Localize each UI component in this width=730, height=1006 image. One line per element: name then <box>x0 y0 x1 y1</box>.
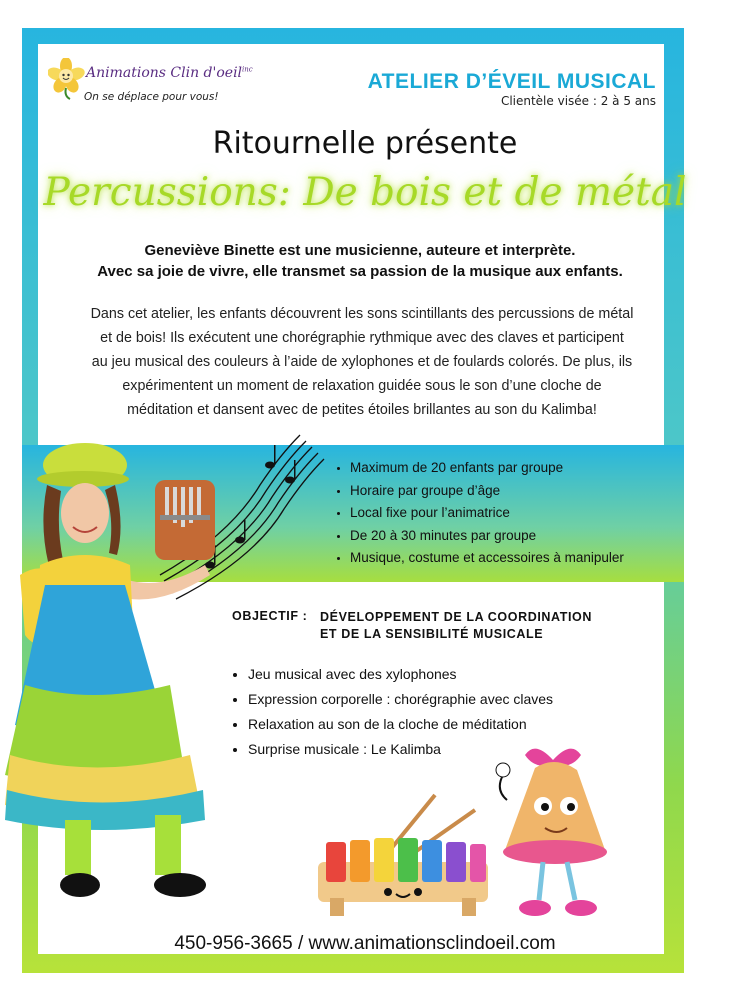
list-item: • Jeu musical avec des xylophones <box>248 662 668 687</box>
intro-text <box>40 240 680 282</box>
xylophone-image <box>310 790 500 920</box>
details-list <box>332 457 690 570</box>
contact-footer: 450-956-3665 / www.animationsclindoeil.com <box>174 933 556 954</box>
description-text <box>48 302 676 422</box>
description-line: méditation et dansent avec de petites étoiles brillantes au son du Kalimba! <box>127 402 597 418</box>
objective-line: ET DE LA SENSIBILITÉ MUSICALE <box>320 627 544 641</box>
list-item: • Musique, costume et accessoires à manipuler <box>350 547 690 570</box>
description-line: au jeu musical des couleurs à l’aide de xylophones et de foulards colorés. De plus, ils <box>91 354 633 370</box>
list-item: • Relaxation au son de la cloche de méditation <box>248 712 668 737</box>
description-line: Dans cet atelier, les enfants découvrent les sons scintillants des percussions de métal <box>90 306 634 322</box>
performer-image <box>5 435 240 905</box>
list-item: • Expression corporelle : chorégraphie avec claves <box>248 687 668 712</box>
list-item: • Local fixe pour l’animatrice <box>350 502 690 525</box>
logo-name: Animations Clin d'oeil$^{inc}$ <box>86 65 253 81</box>
objective-text <box>320 609 592 643</box>
page-title: Percussions: De bois et de métal <box>43 170 687 215</box>
list-item: • Surprise musicale : Le Kalimba <box>248 737 668 762</box>
objective-label: OBJECTIF : <box>232 609 308 623</box>
flower-logo-icon <box>48 58 88 100</box>
description-line: expérimentent un moment de relaxation guidée sous le son d’une cloche de <box>122 378 602 394</box>
list-item: • Horaire par groupe d’âge <box>350 480 690 503</box>
description-line: et de bois! Ils exécutent une chorégraphie rythmique avec des claves et participent <box>100 330 624 346</box>
objective-line: DÉVELOPPEMENT DE LA COORDINATION <box>320 610 592 624</box>
atelier-heading: ATELIER D’ÉVEIL MUSICAL <box>367 70 656 93</box>
list-item: • De 20 à 30 minutes par groupe <box>350 525 690 548</box>
clientele-text: Clientèle visée : 2 à 5 ans <box>500 94 656 108</box>
bell-character-image <box>495 740 625 925</box>
logo-tagline: On se déplace pour vous! <box>84 91 219 103</box>
presenter-line: Ritournelle présente <box>212 126 518 161</box>
intro-line: Avec sa joie de vivre, elle transmet sa passion de la musique aux enfants. <box>97 263 623 280</box>
list-item: • Maximum de 20 enfants par groupe <box>350 457 690 480</box>
intro-line: Geneviève Binette est une musicienne, auteure et interprète. <box>144 242 576 259</box>
